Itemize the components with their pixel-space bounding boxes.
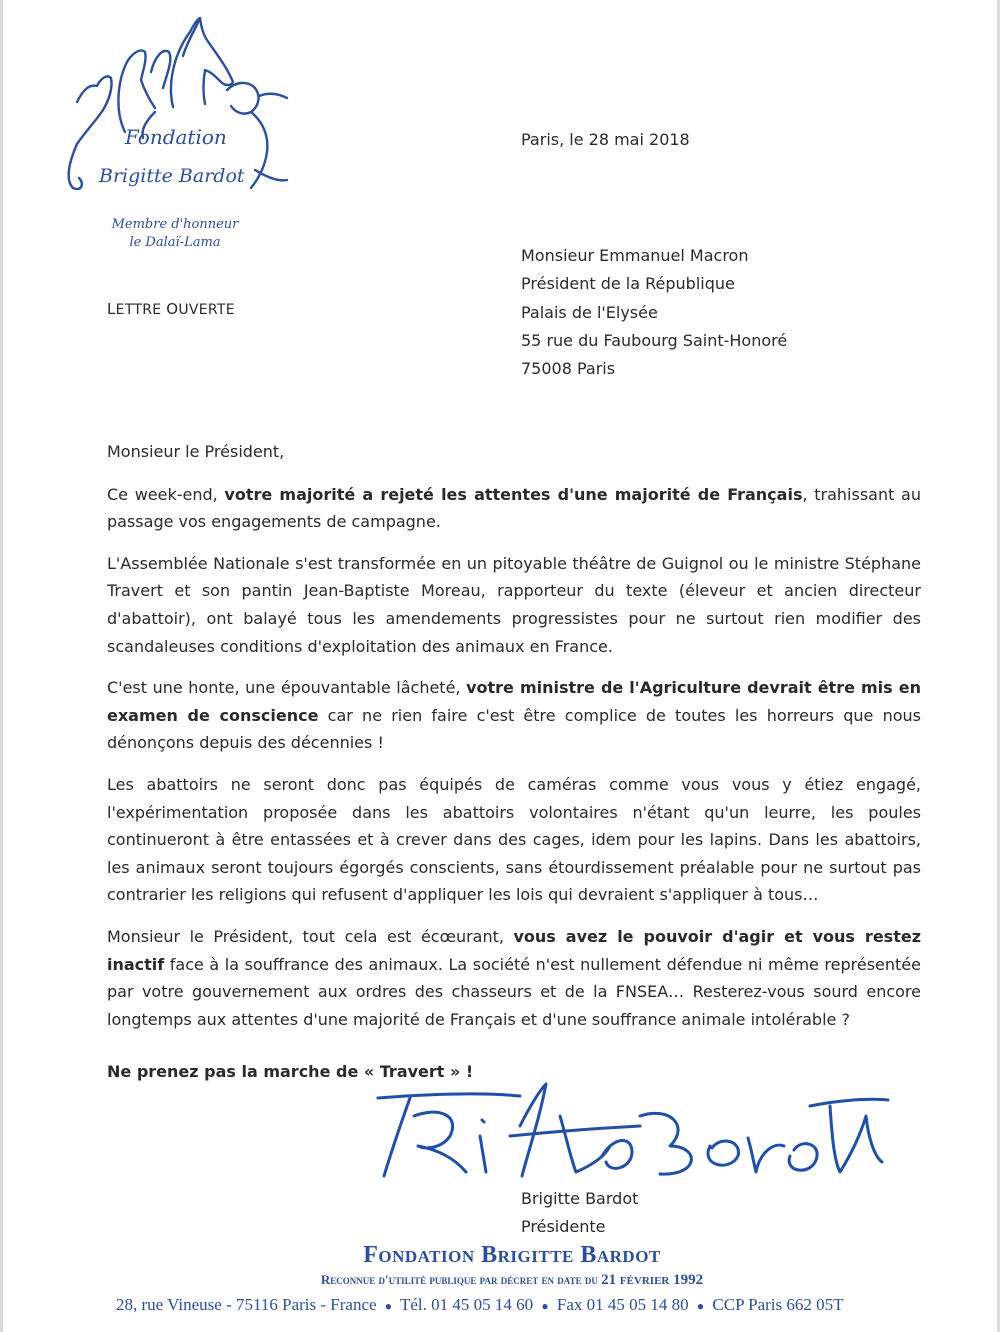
footer-org-name: Fondation Brigitte Bardot bbox=[363, 1242, 661, 1268]
foundation-logo bbox=[55, 12, 295, 202]
p3-part-c: car ne rien faire c'est être complice de toutes les horreurs que nous dénonçons depuis des décennies ! bbox=[107, 705, 921, 753]
paragraph-1 bbox=[107, 481, 921, 536]
paragraph-4: Les abattoirs ne seront donc pas équipés de caméras comme vous vous y étiez engagé, l'expérimentation proposée dans les abattoirs volontaires n'étant qu'un leurre, les poules continueront à être entassées et à crever dans des cages, idem pour les lapins. Dans les abattoirs, les animaux seront toujours égorgés conscients, sans étourdissement préalable pour ne surtout pas contrarier les religions qui refusent d'appliquer les lois qui devraient s'appliquer à tous… bbox=[107, 774, 921, 905]
recipient-line-3: Palais de l'Elysée bbox=[521, 302, 658, 322]
signer-title: Présidente bbox=[521, 1217, 606, 1236]
honor-member bbox=[100, 216, 250, 252]
recipient-line-4: 55 rue du Faubourg Saint-Honoré bbox=[521, 330, 788, 350]
doc-type-initial-1: L bbox=[107, 300, 116, 318]
doc-type-rest-1: ETTRE bbox=[115, 302, 162, 318]
p3-part-a: C'est une honte, une épouvantable lâcheté, bbox=[107, 678, 467, 698]
footer-separator-1: ● bbox=[384, 1298, 393, 1313]
p3-bold: votre ministre de l'Agriculture devrait être mis en examen de conscience bbox=[107, 678, 921, 725]
recipient-line-2: Président de la République bbox=[521, 274, 735, 294]
footer-contact bbox=[116, 1295, 916, 1315]
page-edge-left bbox=[0, 0, 3, 1332]
footer-recognition-date: 21 février 1992 bbox=[601, 1272, 704, 1288]
letter-body bbox=[107, 438, 921, 1047]
doc-type-initial-2: O bbox=[166, 300, 179, 318]
honor-line-1: Membre d'honneur bbox=[111, 217, 239, 232]
p5-part-a: Monsieur le Président, tout cela est écœurant, bbox=[107, 926, 514, 946]
footer-recognition bbox=[0, 1272, 1000, 1289]
document-type-label bbox=[107, 300, 235, 318]
p1-part-a: Ce week-end, bbox=[107, 484, 225, 504]
recipient-line-1: Monsieur Emmanuel Macron bbox=[521, 246, 749, 265]
paragraph-5 bbox=[107, 923, 921, 1033]
letter-date: Paris, le 28 mai 2018 bbox=[521, 130, 690, 149]
footer-recognition-a: Reconnue d'utilité publique par décret en date du bbox=[320, 1272, 602, 1287]
footer-tel: Tél. 01 45 05 14 60 bbox=[399, 1295, 534, 1314]
p1-bold: votre majorité a rejeté les attentes d'une majorité de Français bbox=[224, 484, 803, 504]
footer-ccp: CCP Paris 662 05T bbox=[712, 1295, 844, 1314]
footer-address: 28, rue Vineuse - 75116 Paris - France bbox=[116, 1295, 377, 1314]
doc-type-rest-2: UVERTE bbox=[178, 302, 235, 318]
handwritten-signature bbox=[370, 1076, 890, 1186]
closing-line: Ne prenez pas la marche de « Travert » ! bbox=[107, 1062, 474, 1081]
paragraph-3 bbox=[107, 674, 921, 757]
footer-fax: Fax 01 45 05 14 80 bbox=[556, 1295, 689, 1314]
p1-part-c: , trahissant au passage vos engagements de campagne. bbox=[107, 484, 922, 532]
paragraph-2: L'Assemblée Nationale s'est transformée en un pitoyable théâtre de Guignol ou le ministre Stéphane Travert et son pantin Jean-Baptiste Moreau, rapporteur du texte (éleveur et ancien directeur d'abattoir), ont balayé tous les amendements progressistes pour ne surtout rien modifier des scandaleuses conditions d'exploitation des animaux en France. bbox=[107, 553, 921, 656]
p5-part-c: face à la souffrance des animaux. La société n'est nullement défendue ni même représentée par votre gouvernement aux ordres des chasseurs et de la FNSEA… Resterez-vous sourd encore longtemps aux attentes d'une majorité de Français et d'une souffrance animale intolérable ? bbox=[107, 954, 921, 1029]
recipient-line-5: 75008 Paris bbox=[521, 359, 616, 379]
salutation: Monsieur le Président, bbox=[107, 442, 285, 461]
honor-line-2: le Dalaï-Lama bbox=[129, 235, 221, 250]
signer-block bbox=[521, 1185, 638, 1241]
footer-separator-2: ● bbox=[541, 1298, 549, 1313]
logo-text-name: Brigitte Bardot bbox=[99, 165, 245, 187]
p5-bold: vous avez le pouvoir d'agir et vous restez inactif bbox=[107, 926, 922, 974]
logo-text-fondation: Fondation bbox=[125, 125, 227, 149]
footer-separator-3: ● bbox=[696, 1298, 705, 1313]
recipient-address bbox=[521, 242, 787, 383]
signer-name: Brigitte Bardot bbox=[521, 1189, 639, 1208]
